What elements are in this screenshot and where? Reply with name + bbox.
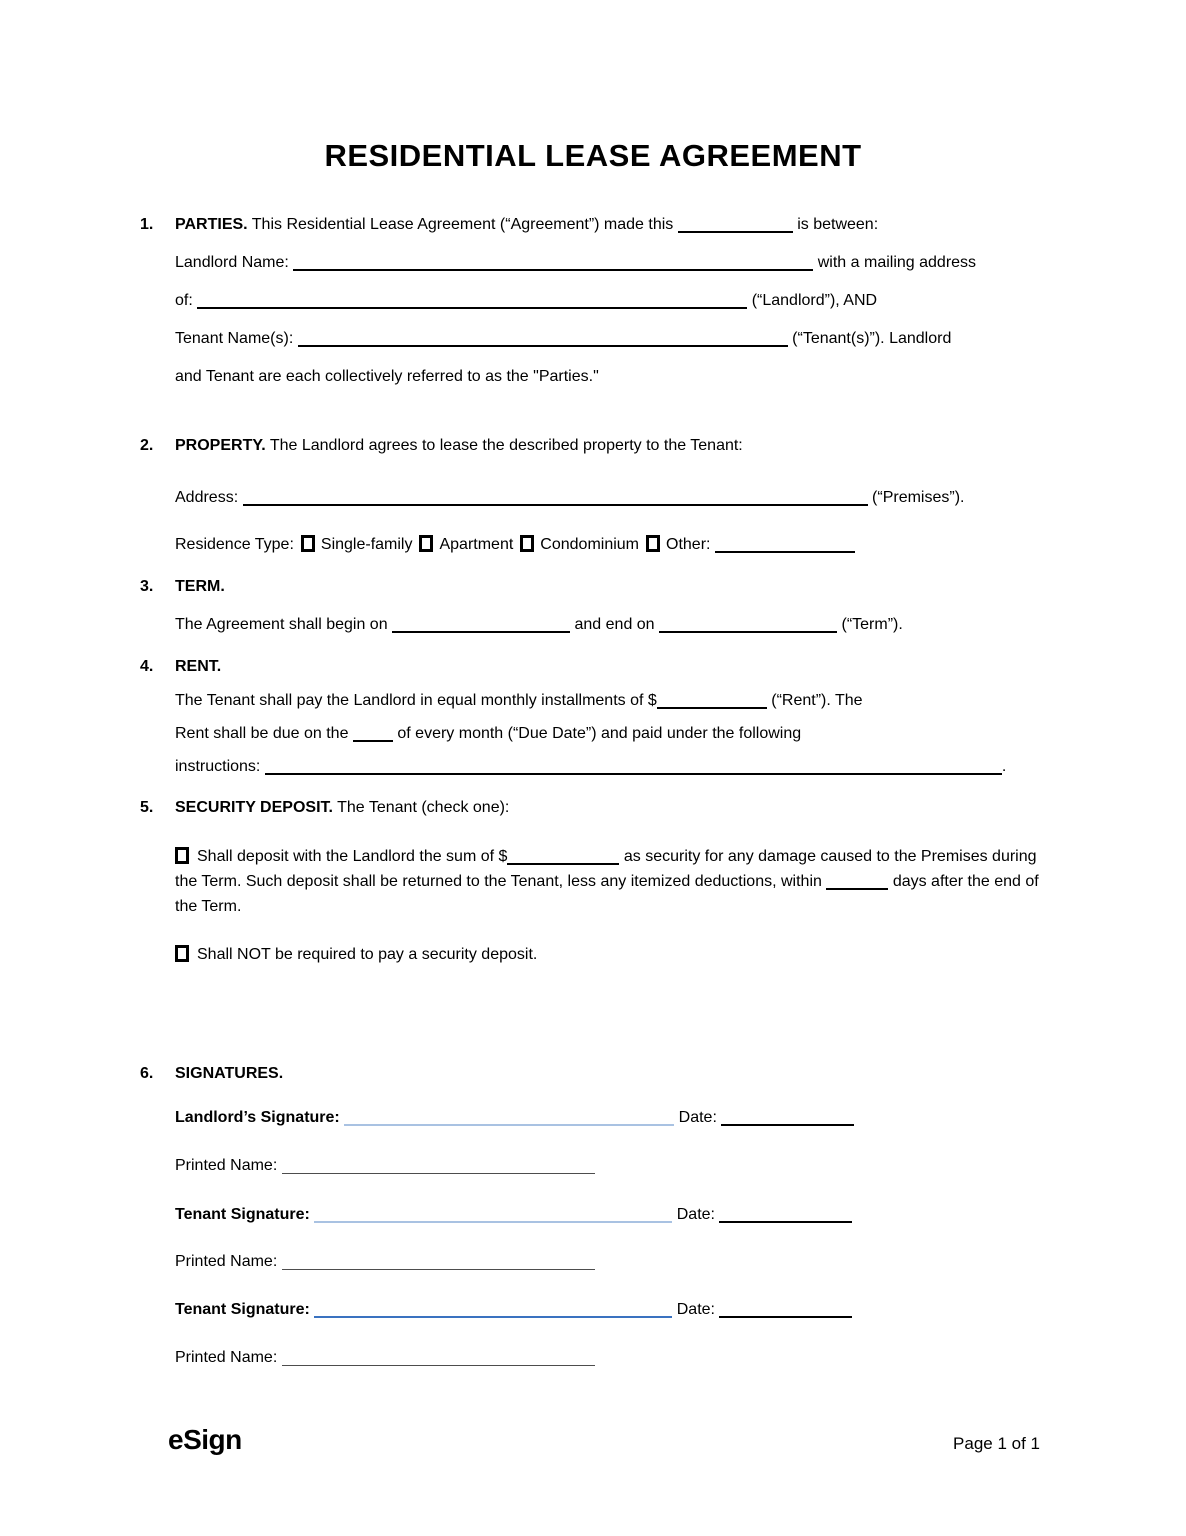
apartment-checkbox[interactable]	[419, 535, 433, 552]
tenant-name-line	[175, 320, 1052, 358]
of-post: (“Landlord”), AND	[751, 292, 878, 309]
parties-intro-pre: This Residential Lease Agreement (“Agreement”) made this	[251, 216, 674, 233]
landlord-signature-row	[175, 1104, 1052, 1132]
section-security-deposit	[140, 789, 1052, 967]
condominium-checkbox[interactable]	[520, 535, 534, 552]
date-label: Date:	[676, 1301, 715, 1318]
apartment-label: Apartment	[439, 536, 514, 553]
term-begin-pre: The Agreement shall begin on	[175, 616, 388, 633]
property-address-line	[175, 479, 1052, 517]
parties-intro-post: is between:	[797, 216, 879, 233]
section-term	[140, 568, 1052, 644]
landlord-name-line	[175, 244, 1052, 282]
tenant1-printed-name-field[interactable]	[282, 1266, 595, 1270]
page-footer	[168, 1424, 1040, 1456]
section-heading: PARTIES.	[175, 216, 248, 233]
parties-intro-line	[175, 206, 1052, 244]
of-label: of:	[175, 292, 193, 309]
residence-type-label: Residence Type:	[175, 536, 294, 553]
term-heading-line	[175, 568, 1052, 606]
tenant2-printed-name-field[interactable]	[282, 1362, 595, 1366]
landlord-signature-date-field[interactable]	[721, 1122, 854, 1126]
rent-amount-line	[175, 684, 1052, 717]
printed-name-label: Printed Name:	[175, 1253, 278, 1270]
tenant-signature-label: Tenant Signature:	[175, 1301, 310, 1318]
instructions-period: .	[1001, 758, 1007, 775]
property-intro: The Landlord agrees to lease the described property to the Tenant:	[269, 437, 743, 454]
term-dates-line	[175, 606, 1052, 644]
landlord-name-field[interactable]	[293, 267, 813, 271]
esign-logo: eSign	[168, 1424, 242, 1455]
printed-name-label: Printed Name:	[175, 1349, 278, 1366]
condominium-label: Condominium	[540, 536, 640, 553]
landlord-printed-name-row	[175, 1152, 1052, 1180]
term-start-date-field[interactable]	[392, 629, 570, 633]
other-label: Other:	[666, 536, 711, 553]
other-checkbox[interactable]	[646, 535, 660, 552]
payment-instructions-field[interactable]	[265, 771, 1002, 775]
tenant1-printed-name-row	[175, 1248, 1052, 1276]
tenant2-signature-field[interactable]	[314, 1314, 672, 1318]
rent-due-day-field[interactable]	[353, 738, 393, 742]
rent-amount-post: (“Rent”). The	[771, 692, 863, 709]
section-heading: PROPERTY.	[175, 437, 266, 454]
page-number: Page 1 of 1	[953, 1434, 1040, 1453]
tenant2-signature-row	[175, 1296, 1052, 1324]
single-family-checkbox[interactable]	[301, 535, 315, 552]
date-label: Date:	[676, 1206, 715, 1223]
section-parties	[140, 206, 1052, 396]
term-end-date-field[interactable]	[659, 629, 837, 633]
tenant1-signature-row	[175, 1201, 1052, 1229]
section-number: 5.	[140, 799, 154, 816]
deposit-option-2	[175, 942, 1057, 967]
rent-amount-field[interactable]	[657, 705, 767, 709]
no-deposit-checkbox[interactable]	[175, 945, 189, 962]
deposit-heading-line	[175, 789, 1052, 827]
rent-heading-line	[175, 650, 1052, 684]
rent-due-line	[175, 717, 1052, 750]
tenant1-signature-field[interactable]	[314, 1219, 672, 1223]
rent-instructions-line	[175, 750, 1052, 783]
rent-due-post: of every month (“Due Date”) and paid under the following	[397, 725, 802, 742]
deposit-option-1	[175, 844, 1057, 919]
section-number: 3.	[140, 578, 154, 595]
section-heading: SECURITY DEPOSIT.	[175, 799, 333, 816]
tenant2-signature-date-field[interactable]	[719, 1314, 852, 1318]
landlord-printed-name-field[interactable]	[282, 1170, 595, 1174]
tenant1-signature-date-field[interactable]	[719, 1219, 852, 1223]
landlord-signature-label: Landlord’s Signature:	[175, 1109, 340, 1126]
deposit-amount-field[interactable]	[507, 861, 619, 865]
deposit-option-1-mid: as security for any damage caused to the Premises during the Term. Such deposit shall be returned to the Tenant, less any itemized deductions, within	[175, 848, 1037, 890]
deposit-option-2-text: Shall NOT be required to pay a security deposit.	[197, 946, 538, 963]
section-rent	[140, 650, 1052, 783]
tenant-name-post: (“Tenant(s)”). Landlord	[792, 330, 952, 347]
term-mid: and end on	[574, 616, 655, 633]
signatures-heading-line	[175, 1055, 1052, 1093]
section-number: 4.	[140, 658, 154, 675]
section-heading: SIGNATURES.	[175, 1065, 284, 1082]
other-residence-field[interactable]	[715, 549, 855, 553]
deposit-required-checkbox[interactable]	[175, 847, 189, 864]
section-heading: TERM.	[175, 578, 225, 595]
rent-due-pre: Rent shall be due on the	[175, 725, 349, 742]
term-post: (“Term”).	[841, 616, 903, 633]
deposit-option-1-pre: Shall deposit with the Landlord the sum of $	[197, 848, 508, 865]
section-signatures	[140, 1055, 1052, 1372]
property-intro-line	[175, 427, 1052, 465]
tenant2-printed-name-row	[175, 1344, 1052, 1372]
deposit-intro: The Tenant (check one):	[337, 799, 510, 816]
tenant-name-label: Tenant Name(s):	[175, 330, 294, 347]
landlord-name-post: with a mailing address	[817, 254, 977, 271]
tenant-signature-label: Tenant Signature:	[175, 1206, 310, 1223]
property-address-field[interactable]	[243, 502, 868, 506]
page-title: RESIDENTIAL LEASE AGREEMENT	[324, 138, 862, 173]
tenant-name-field[interactable]	[298, 343, 788, 347]
section-number: 6.	[140, 1065, 154, 1082]
agreement-date-field[interactable]	[678, 229, 793, 233]
printed-name-label: Printed Name:	[175, 1157, 278, 1174]
section-heading: RENT.	[175, 658, 222, 675]
address-post: (“Premises”).	[872, 489, 965, 506]
rent-amount-pre: The Tenant shall pay the Landlord in equal monthly installments of $	[175, 692, 657, 709]
landlord-address-field[interactable]	[197, 305, 747, 309]
deposit-return-days-field[interactable]	[826, 886, 888, 890]
section-property	[140, 427, 1052, 564]
parties-closing-line: and Tenant are each collectively referred to as the "Parties."	[175, 368, 599, 385]
section-number: 1.	[140, 216, 154, 233]
section-number: 2.	[140, 437, 154, 454]
landlord-name-label: Landlord Name:	[175, 254, 289, 271]
residence-type-line	[175, 526, 1052, 564]
instructions-label: instructions:	[175, 758, 261, 775]
document-body	[140, 206, 1052, 1372]
date-label: Date:	[678, 1109, 717, 1126]
landlord-signature-field[interactable]	[344, 1122, 674, 1126]
landlord-address-line	[175, 282, 1052, 320]
deposit-option-1-post: days after the end of the Term.	[175, 873, 1039, 915]
single-family-label: Single-family	[320, 536, 413, 553]
address-label: Address:	[175, 489, 239, 506]
